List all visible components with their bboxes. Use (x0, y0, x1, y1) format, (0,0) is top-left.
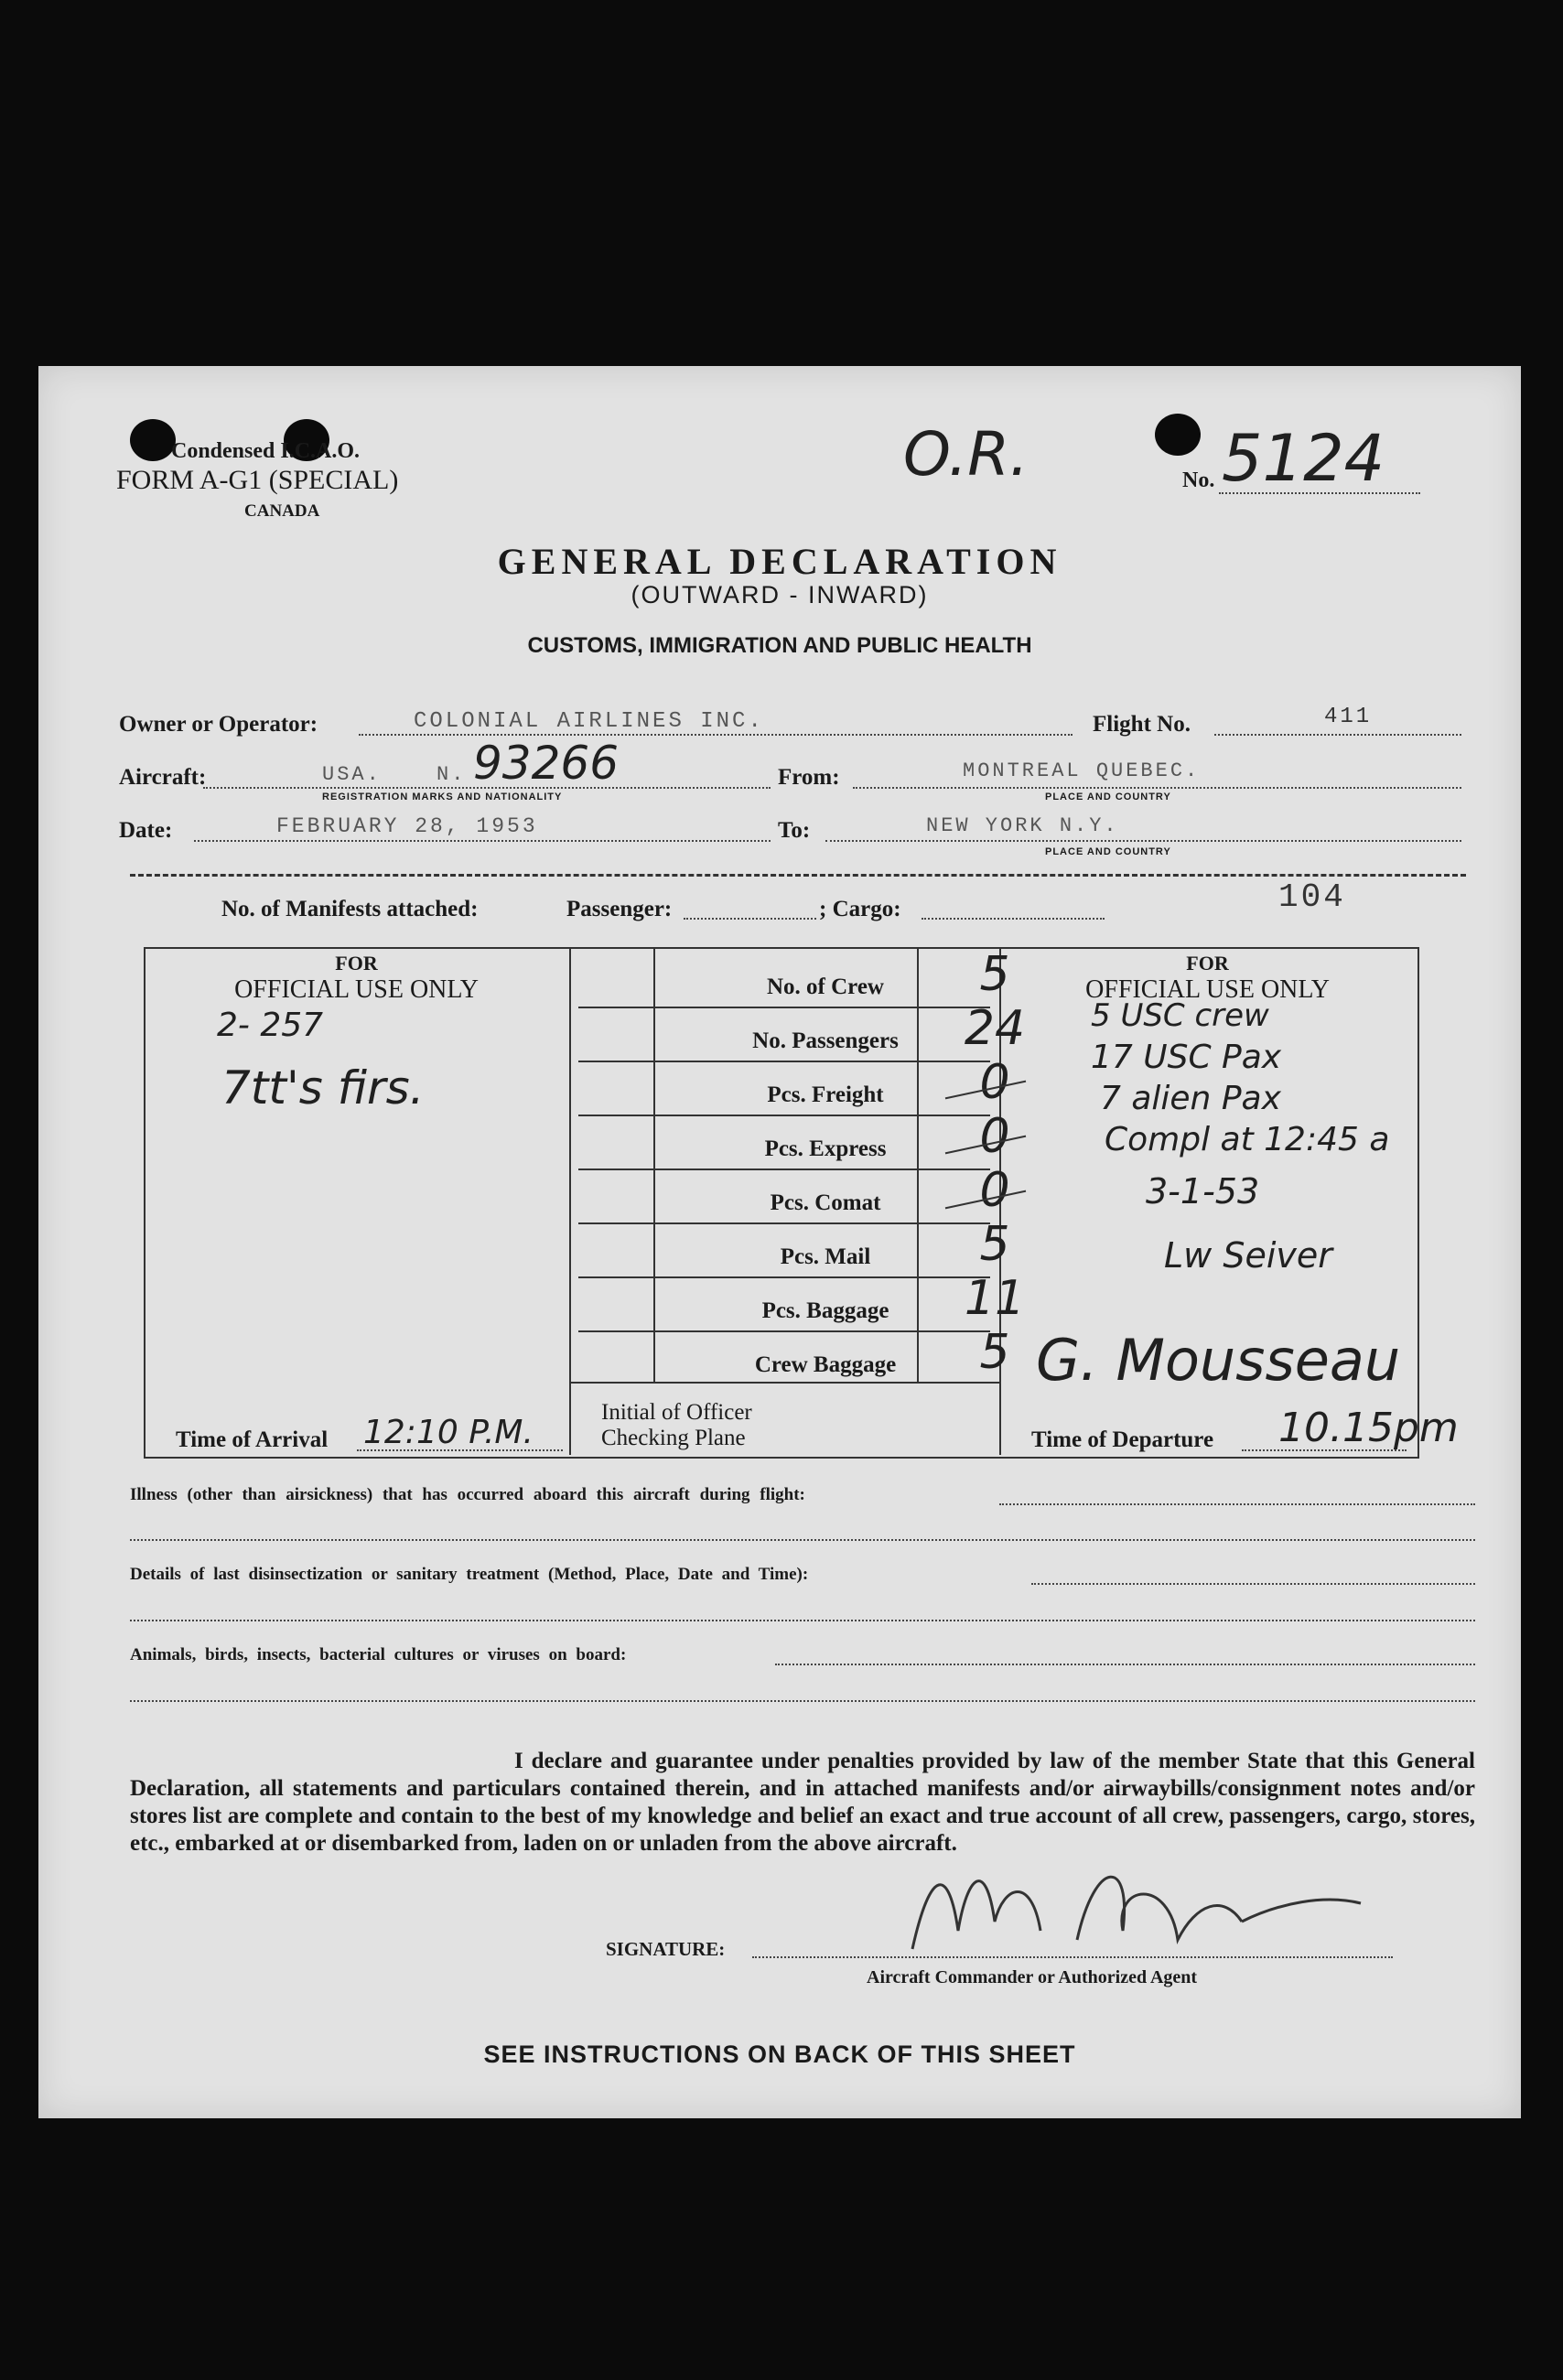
comat-count-value: 0 (979, 1163, 1010, 1218)
row-rule-7 (578, 1330, 990, 1332)
baggage-count-value: 11 (964, 1271, 1026, 1326)
left-official-title: OFFICIAL USE ONLY (234, 975, 479, 1004)
passengers-count-value: 24 (964, 1001, 1026, 1056)
registration-caption: REGISTRATION MARKS AND NATIONALITY (322, 792, 563, 802)
row-rule-5 (578, 1222, 990, 1224)
animals-line-2 (130, 1700, 1475, 1702)
left-official-note-2: 7tt's firs. (221, 1061, 425, 1115)
form-number: 5124 (1222, 421, 1385, 496)
right-official-for: FOR (1186, 952, 1229, 975)
passenger-label: Passenger: (566, 897, 673, 921)
disinsect-label: Details of last disinsectization or sanitary treatment (Method, Place, Date and Time): (130, 1565, 809, 1584)
form-number-line (1219, 492, 1420, 494)
departure-value: 10.15pm (1278, 1405, 1459, 1451)
to-value: NEW YORK N.Y. (926, 814, 1119, 837)
signature-label: SIGNATURE: (606, 1938, 726, 1960)
to-line (825, 840, 1461, 842)
aircraft-registration: 93266 (473, 737, 620, 790)
agencies-title: CUSTOMS, IMMIGRATION AND PUBLIC HEALTH (527, 633, 1032, 658)
right-note-initials: Lw Seiver (1164, 1235, 1332, 1276)
row-rule-6 (578, 1276, 990, 1278)
signature-caption: Aircraft Commander or Authorized Agent (867, 1967, 1198, 1987)
freight-count-label: Pcs. Freight (767, 1082, 884, 1107)
right-note-completed: Compl at 12:45 a (1105, 1121, 1390, 1158)
condensed-label: Condensed I.C.A.O. (171, 439, 361, 463)
mail-count-value: 5 (979, 1217, 1010, 1272)
table-rule-bottom (569, 1382, 999, 1384)
flight-value: 411 (1324, 705, 1373, 729)
passengers-count-label: No. Passengers (752, 1028, 899, 1053)
table-divider-1 (569, 947, 571, 1455)
arrival-label: Time of Arrival (176, 1427, 329, 1452)
punch-hole-left-1 (130, 419, 176, 461)
manifests-label: No. of Manifests attached: (221, 897, 479, 921)
departure-label: Time of Departure (1031, 1427, 1214, 1452)
owner-label: Owner or Operator: (119, 712, 318, 737)
baggage-count-label: Pcs. Baggage (761, 1298, 889, 1323)
express-count-label: Pcs. Express (764, 1136, 887, 1161)
form-number-label: No. (1182, 468, 1215, 492)
to-label: To: (778, 818, 811, 843)
row-rule-4 (578, 1168, 990, 1170)
illness-label: Illness (other than airsickness) that has occurred aboard this aircraft during flight: (130, 1485, 805, 1504)
stamp-number: 104 (1278, 878, 1346, 916)
to-caption: PLACE AND COUNTRY (1045, 846, 1171, 857)
handwritten-signature (894, 1848, 1370, 1958)
instructions-note: SEE INSTRUCTIONS ON BACK OF THIS SHEET (483, 2041, 1076, 2068)
from-label: From: (778, 765, 840, 790)
right-note-usc-pax: 17 USC Pax (1091, 1039, 1282, 1076)
row-rule-1 (578, 1007, 990, 1008)
from-value: MONTREAL QUEBEC. (963, 759, 1201, 782)
disinsect-line-1 (1031, 1583, 1475, 1585)
passenger-line (684, 918, 816, 920)
right-note-date: 3-1-53 (1146, 1171, 1260, 1212)
flight-label: Flight No. (1093, 712, 1191, 737)
form-subtitle: (OUTWARD - INWARD) (631, 581, 929, 608)
illness-line-2 (130, 1539, 1475, 1541)
punch-hole-right (1155, 414, 1201, 456)
crew-count-label: No. of Crew (767, 975, 884, 999)
declaration-text: I declare and guarantee under penalties provided by law of the member State that this General Declaration, all statements and particulars contained therein, and in attached manifests and/or airwaybills/consignment notes and/or stores list are complete and contain to the best of my knowledge and belief an exact and true account of all crew, passengers, cargo, stores, etc., embarked at or disembarked from, laden on or unladen from the above aircraft. (130, 1749, 1475, 1856)
row-rule-3 (578, 1115, 990, 1116)
crew-baggage-label: Crew Baggage (754, 1352, 897, 1377)
initial-officer-label-1: Initial of Officer (601, 1400, 752, 1425)
illness-line-1 (999, 1503, 1475, 1505)
aircraft-label: Aircraft: (119, 765, 207, 790)
owner-line (359, 734, 1073, 736)
cargo-label: ; Cargo: (819, 897, 901, 921)
animals-label: Animals, birds, insects, bacterial cultures or viruses on board: (130, 1645, 627, 1664)
separator-top (130, 874, 1466, 877)
signature-line (752, 1956, 1393, 1958)
date-label: Date: (119, 818, 173, 843)
freight-count-value: 0 (979, 1055, 1010, 1110)
left-official-for: FOR (335, 952, 378, 975)
declaration-form (38, 366, 1521, 2118)
right-official-title: OFFICIAL USE ONLY (1085, 975, 1330, 1004)
left-official-note-1: 2- 257 (217, 1007, 324, 1044)
date-value: FEBRUARY 28, 1953 (276, 814, 538, 838)
disinsect-line-2 (130, 1620, 1475, 1621)
form-title: GENERAL DECLARATION (497, 541, 1062, 582)
arrival-value: 12:10 P.M. (363, 1414, 534, 1451)
animals-line-1 (775, 1664, 1475, 1665)
right-note-crew: 5 USC crew (1091, 997, 1269, 1034)
aircraft-prefix: N. (437, 763, 467, 786)
from-line (853, 787, 1461, 789)
table-divider-2 (653, 947, 655, 1382)
country-label: CANADA (244, 501, 320, 521)
date-line (194, 840, 771, 842)
crew-baggage-value: 5 (979, 1325, 1010, 1380)
owner-value: COLONIAL AIRLINES INC. (414, 709, 764, 734)
mail-count-label: Pcs. Mail (780, 1244, 871, 1269)
right-note-alien-pax: 7 alien Pax (1100, 1080, 1281, 1117)
or-mark: O.R. (903, 419, 1029, 490)
cargo-line (922, 918, 1105, 920)
initial-officer-label-2: Checking Plane (601, 1426, 746, 1450)
form-id: FORM A-G1 (SPECIAL) (116, 465, 399, 495)
officer-signature: G. Mousseau (1036, 1327, 1401, 1394)
aircraft-nationality: USA. (322, 763, 382, 786)
comat-count-label: Pcs. Comat (770, 1190, 881, 1215)
row-rule-2 (578, 1061, 990, 1062)
flight-line (1214, 734, 1461, 736)
from-caption: PLACE AND COUNTRY (1045, 792, 1171, 802)
crew-count-value: 5 (979, 947, 1010, 1002)
express-count-value: 0 (979, 1109, 1010, 1164)
